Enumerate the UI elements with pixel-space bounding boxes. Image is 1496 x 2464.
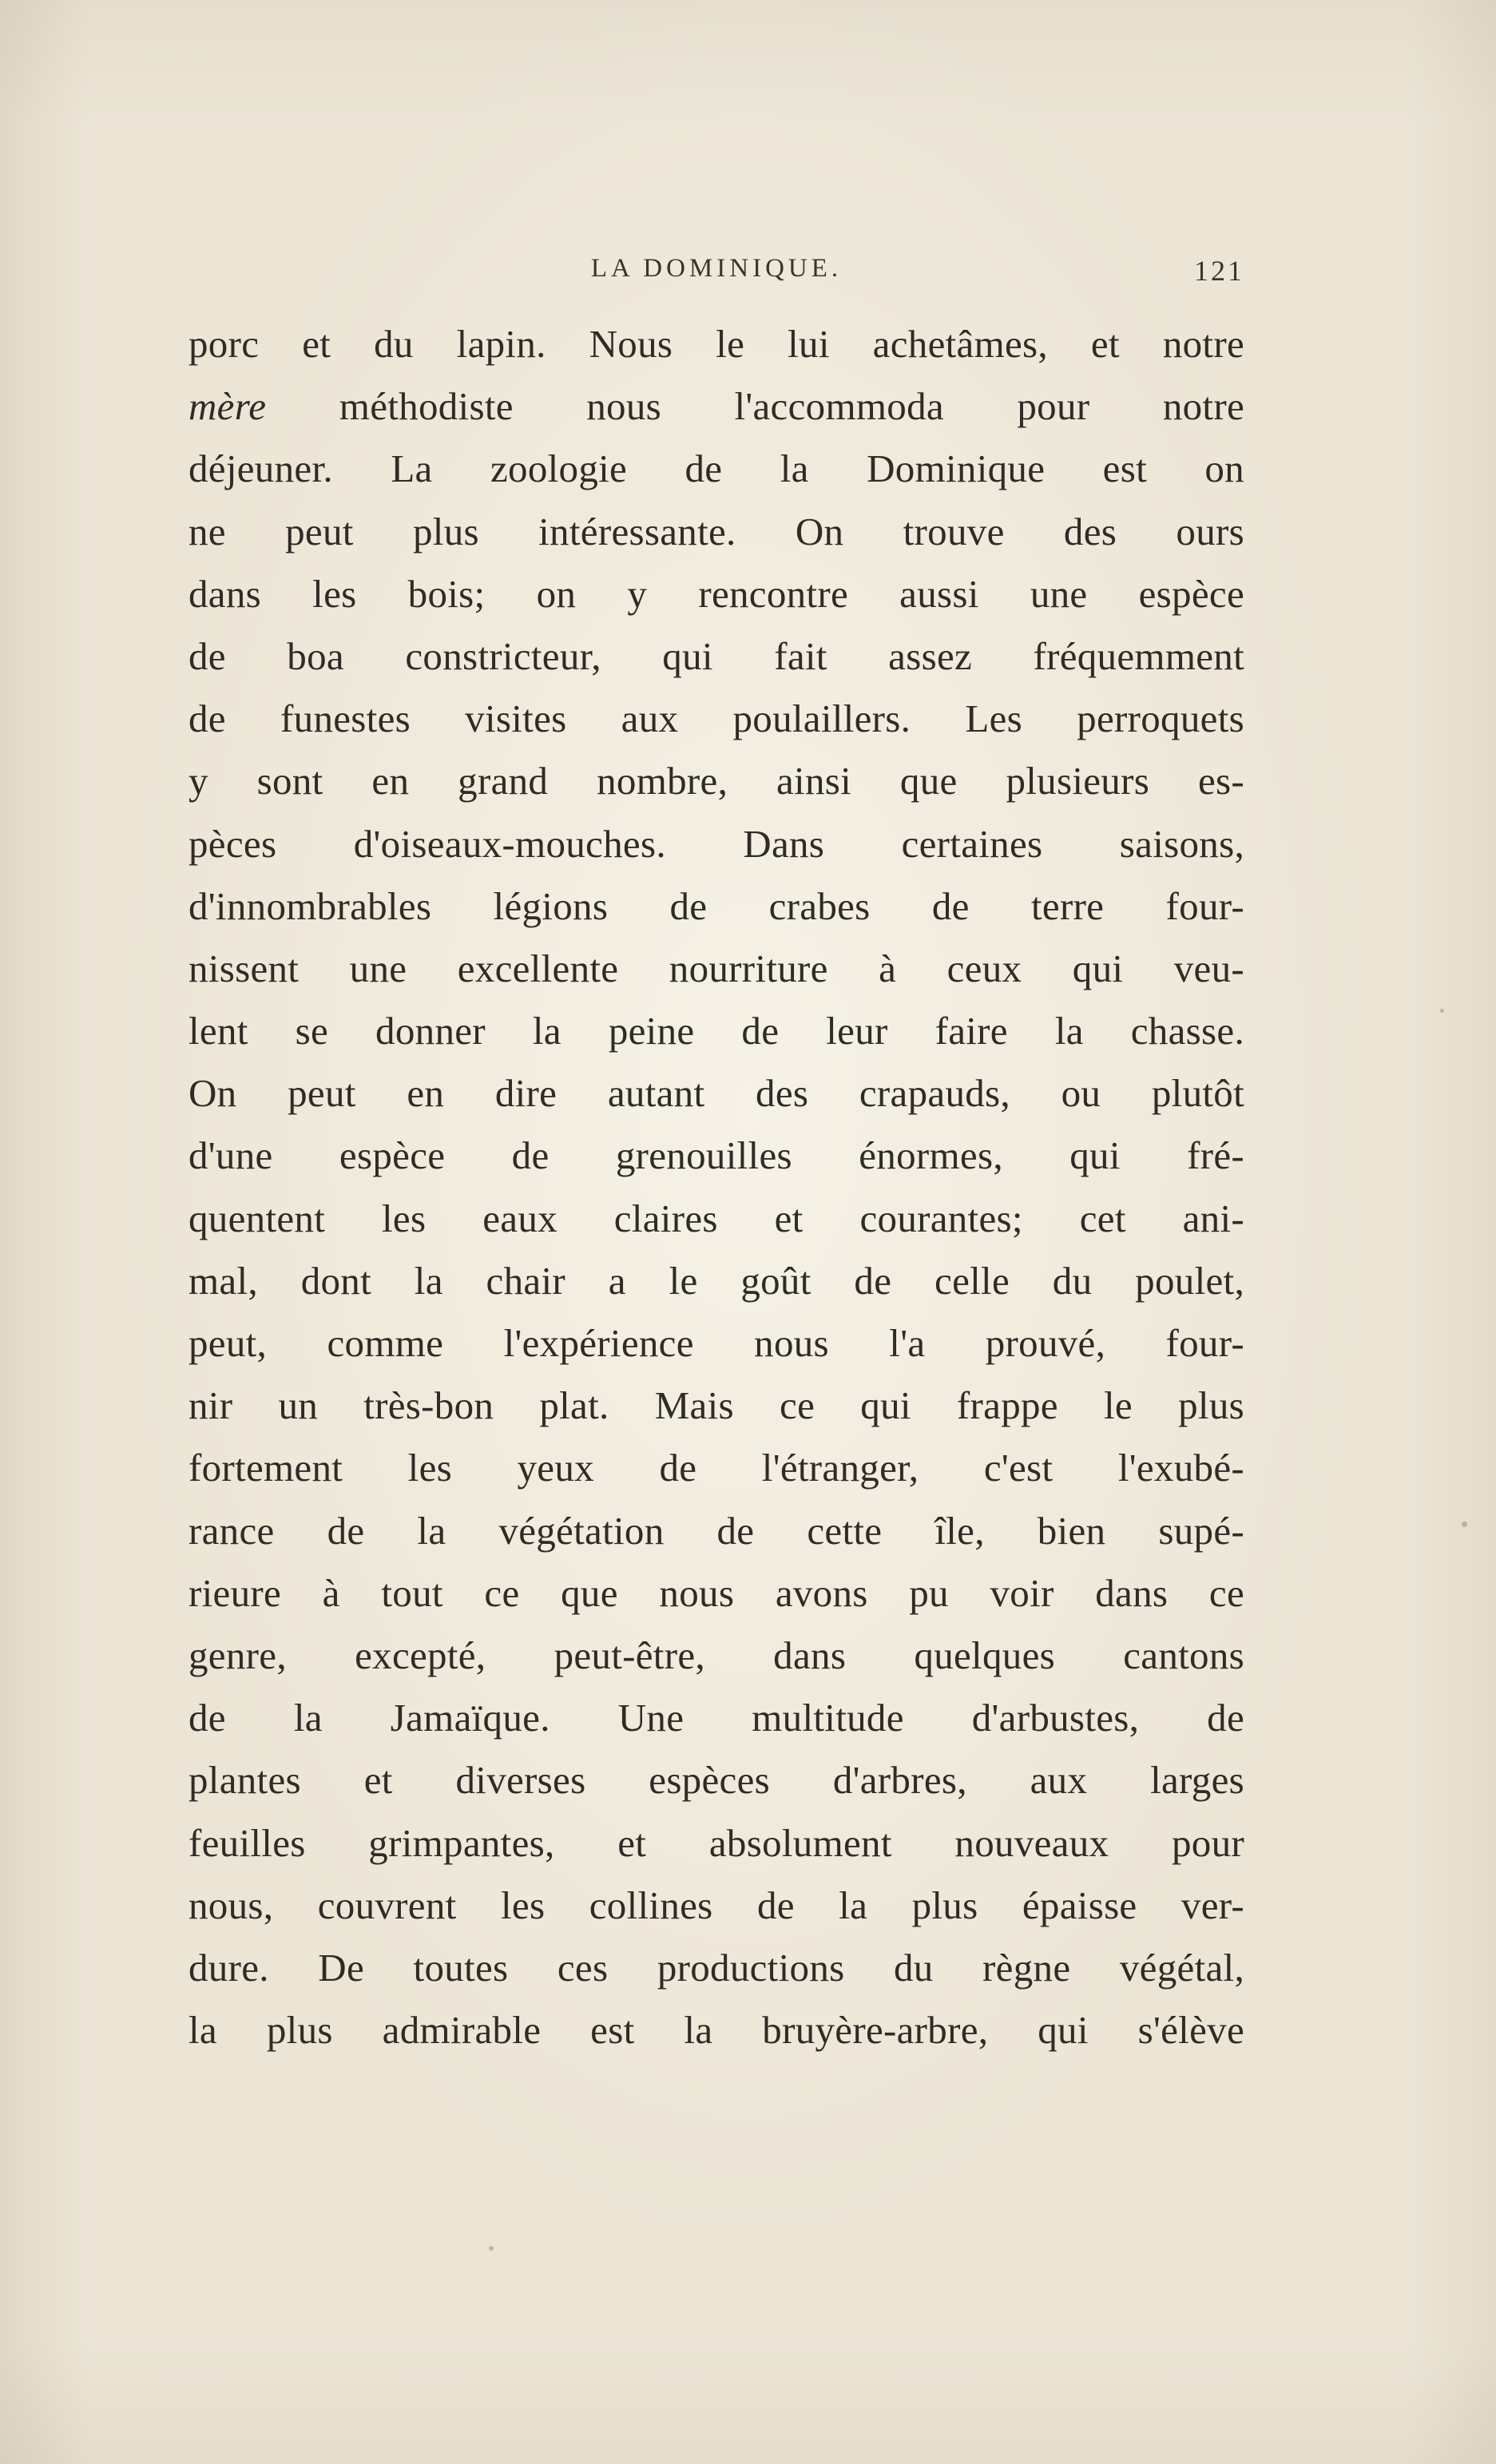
- text-line: plantes et diverses espèces d'arbres, aux larges: [188, 1758, 1244, 1803]
- text-line: rance de la végétation de cette île, bien supé-: [188, 1508, 1244, 1553]
- text-line: nissent une excellente nourriture à ceux qui veu-: [188, 946, 1244, 990]
- italic-word: mère: [188, 384, 267, 429]
- text-line: [188, 375, 1244, 438]
- page-number: 121: [1194, 255, 1244, 287]
- text-line: On peut en dire autant des crapauds, ou plutôt: [188, 1071, 1244, 1116]
- text-line: dans les bois; on y rencontre aussi une espèce: [188, 571, 1244, 616]
- text-line: ne peut plus intéressante. On trouve des ours: [188, 509, 1244, 554]
- body-text: [188, 313, 1244, 2061]
- text-line: nir un très-bon plat. Mais ce qui frappe le plus: [188, 1383, 1244, 1428]
- text-line: rieure à tout ce que nous avons pu voir dans ce: [188, 1570, 1244, 1615]
- paper-speck: [489, 2246, 494, 2251]
- running-title: LA DOMINIQUE.: [590, 254, 843, 283]
- text-line: de funestes visites aux poulaillers. Les perroquets: [188, 696, 1244, 741]
- text-line: d'une espèce de grenouilles énormes, qui fré-: [188, 1133, 1244, 1178]
- text-line: d'innombrables légions de crabes de terre four-: [188, 883, 1244, 928]
- text-line: déjeuner. La zoologie de la Dominique est on: [188, 446, 1244, 491]
- paper-speck: [1440, 1009, 1444, 1013]
- text-line: mal, dont la chair a le goût de celle du poulet,: [188, 1258, 1244, 1303]
- running-head: [188, 254, 1244, 302]
- text-line: feuilles grimpantes, et absolument nouveaux pour: [188, 1820, 1244, 1865]
- text-line: quentent les eaux claires et courantes; cet ani-: [188, 1196, 1244, 1240]
- text-line: fortement les yeux de l'étranger, c'est l'exubé-: [188, 1446, 1244, 1490]
- text-line: la plus admirable est la bruyère-arbre, qui s'élève: [188, 2008, 1244, 2053]
- text-line: lent se donner la peine de leur faire la chasse.: [188, 1009, 1244, 1053]
- text-line: peut, comme l'expérience nous l'a prouvé, four-: [188, 1321, 1244, 1365]
- text-fragment: méthodiste nous l'accommoda pour notre: [266, 384, 1244, 429]
- text-line: genre, excepté, peut-être, dans quelques cantons: [188, 1633, 1244, 1677]
- text-line: porc et du lapin. Nous le lui achetâmes, et notre: [188, 322, 1244, 366]
- text-line: pèces d'oiseaux-mouches. Dans certaines saisons,: [188, 821, 1244, 866]
- text-line: nous, couvrent les collines de la plus épaisse ver-: [188, 1883, 1244, 1927]
- paper-speck: [1462, 1522, 1467, 1527]
- text-line: de boa constricteur, qui fait assez fréquemment: [188, 633, 1244, 678]
- text-line: de la Jamaïque. Une multitude d'arbustes, de: [188, 1696, 1244, 1740]
- text-line: y sont en grand nombre, ainsi que plusieurs es-: [188, 759, 1244, 803]
- text-line: dure. De toutes ces productions du règne végétal,: [188, 1945, 1244, 1990]
